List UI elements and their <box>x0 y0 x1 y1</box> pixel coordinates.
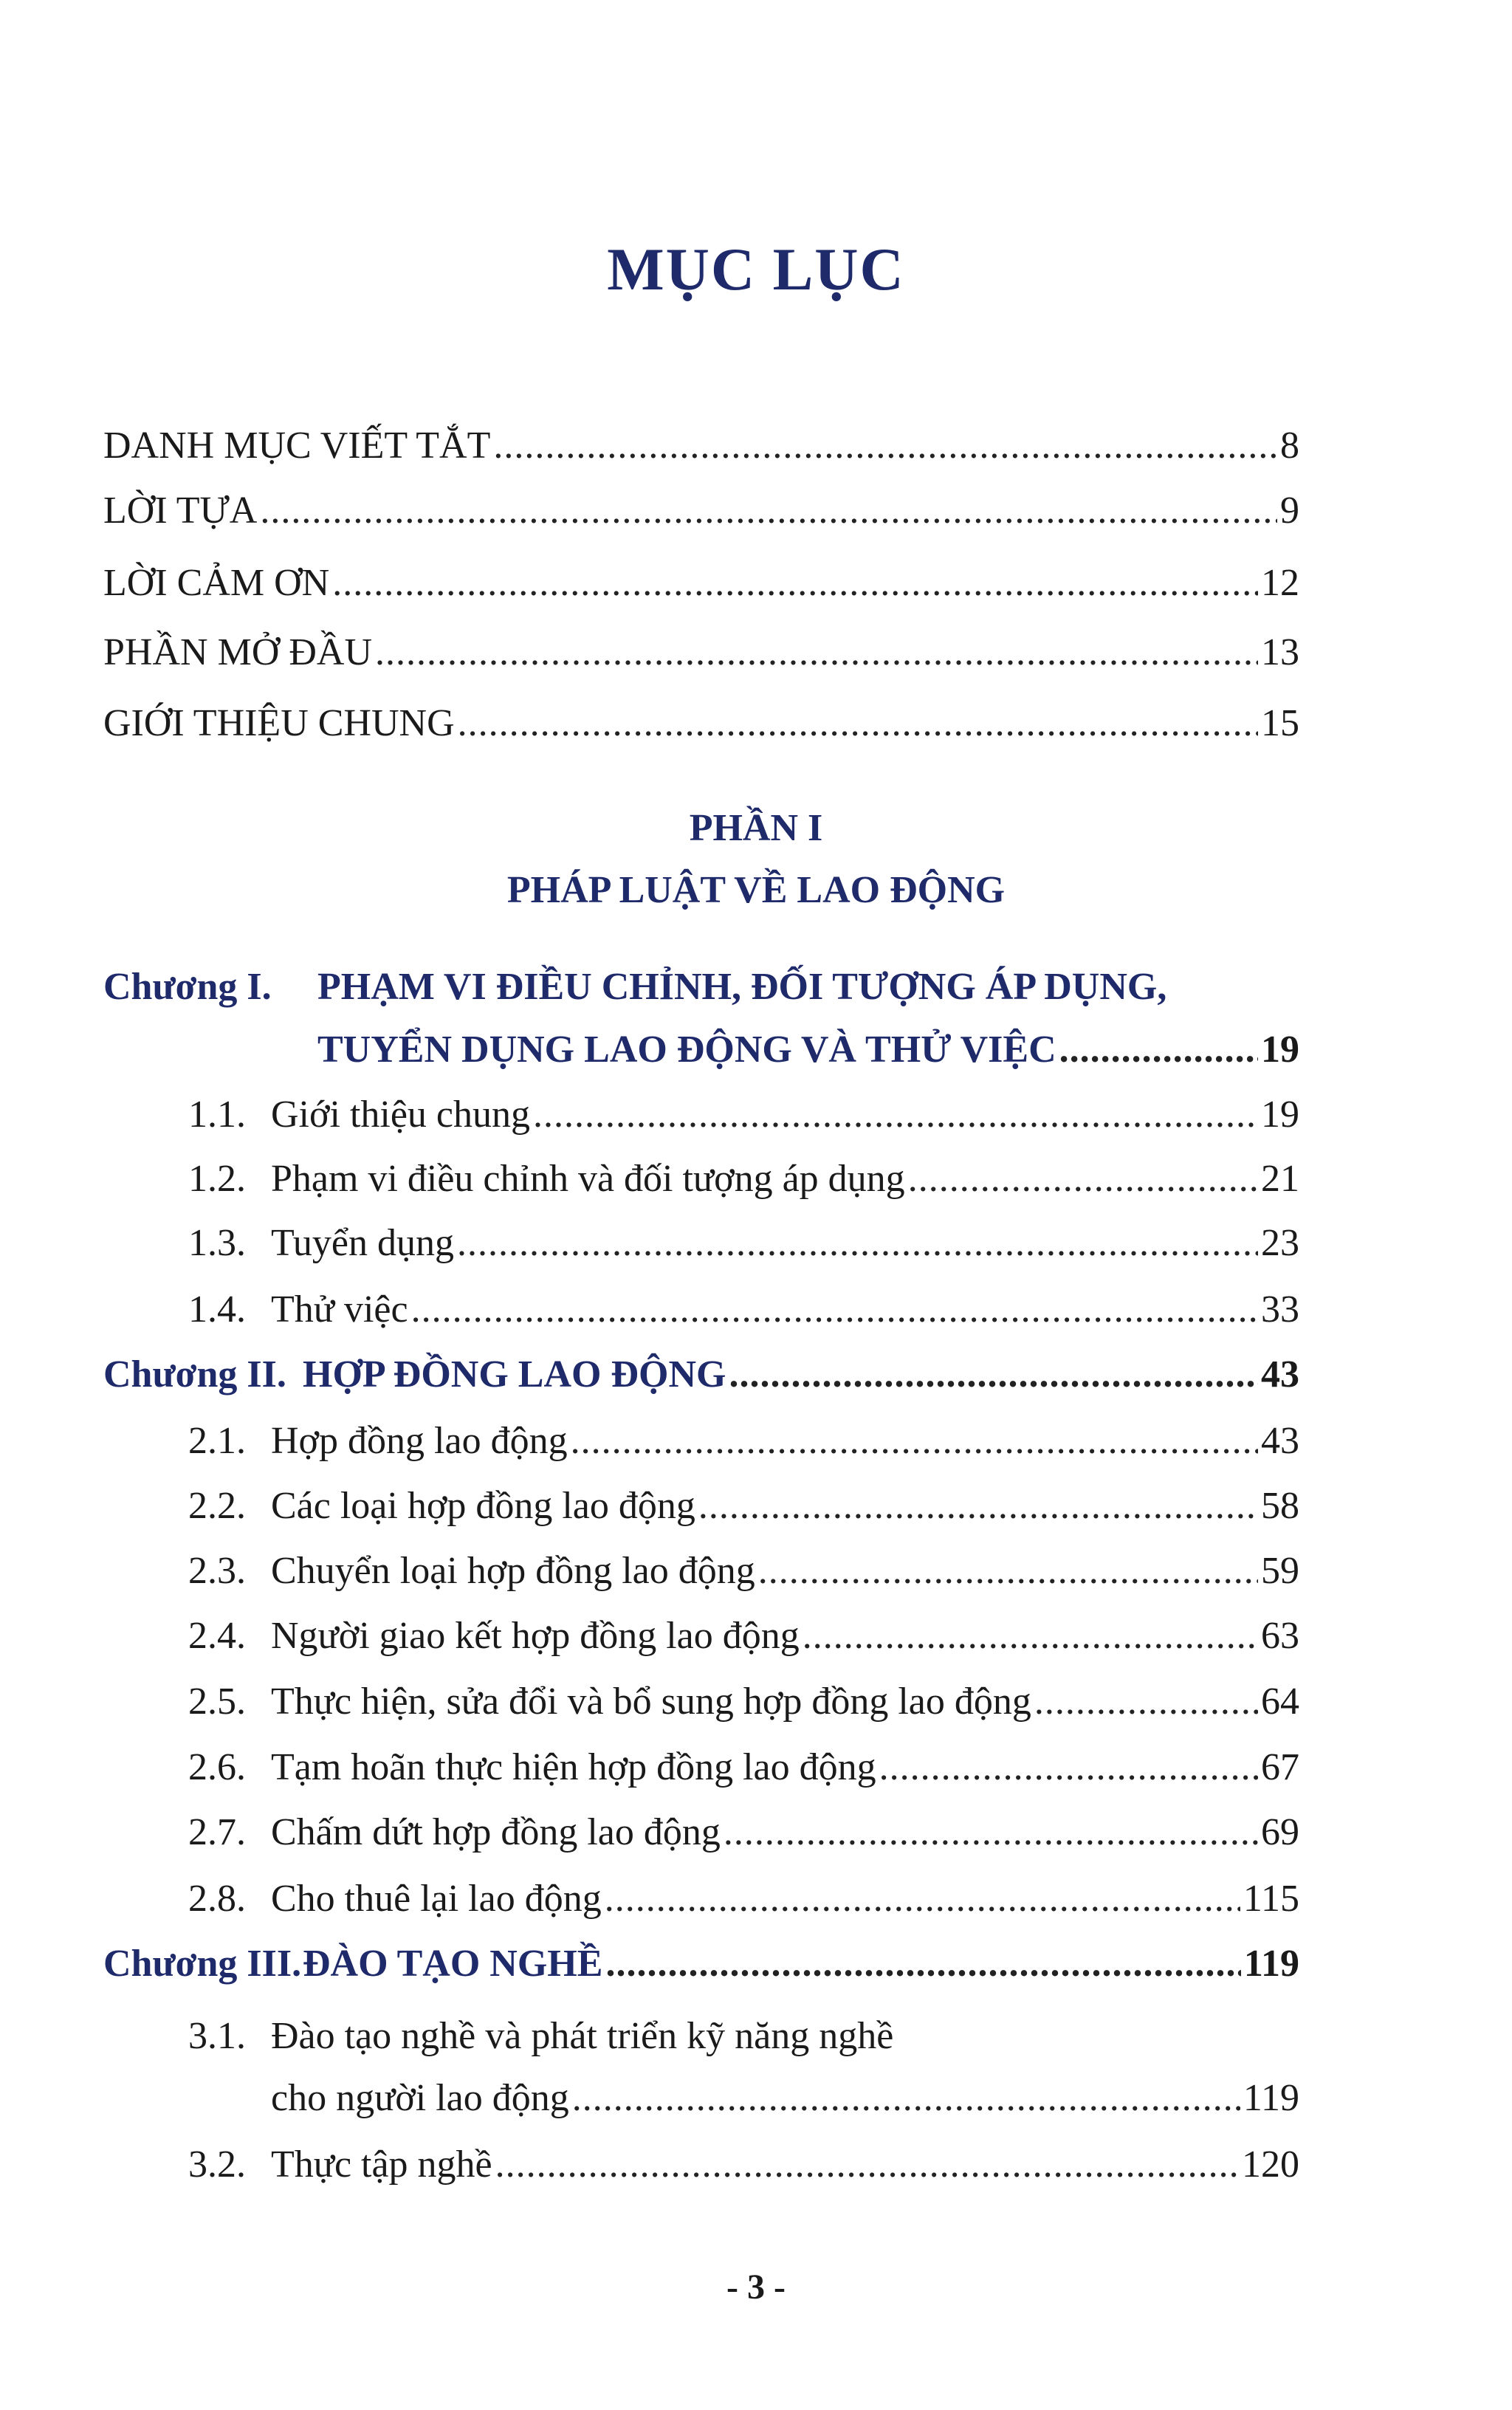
chapter-page: 119 <box>1243 1943 1299 1985</box>
section-page: 69 <box>1261 1811 1299 1853</box>
toc-section <box>188 1875 1299 1923</box>
section-label: Chuyển loại hợp đồng lao động <box>271 1550 755 1592</box>
part-name: PHÁP LUẬT VỀ LAO ĐỘNG <box>506 869 1006 911</box>
section-number: 2.1. <box>188 1420 246 1462</box>
chapter-entry <box>103 1351 1299 1398</box>
section-page: 59 <box>1261 1550 1299 1592</box>
section-number: 2.8. <box>188 1878 246 1920</box>
section-label: Giới thiệu chung <box>271 1094 530 1136</box>
toc-entry-page: 15 <box>1261 702 1299 744</box>
section-page: 63 <box>1261 1615 1299 1657</box>
toc-section <box>188 2141 1299 2188</box>
chapter-title-line: TUYỂN DỤNG LAO ĐỘNG VÀ THỬ VIỆC <box>317 1029 1056 1071</box>
toc-entry-label: LỜI CẢM ƠN <box>103 562 330 604</box>
toc-entry <box>103 422 1299 470</box>
section-number: 2.3. <box>188 1550 246 1592</box>
dot-leader <box>260 487 1277 535</box>
section-number: 3.1. <box>188 2015 246 2057</box>
chapter-entry <box>103 1940 1299 1988</box>
toc-entry-label: GIỚI THIỆU CHUNG <box>103 702 455 744</box>
toc-section <box>188 1220 1299 1267</box>
toc-section <box>188 1286 1299 1333</box>
section-label-continued: cho người lao động <box>271 2077 569 2119</box>
chapter-heading <box>103 964 1166 1011</box>
section-page: 115 <box>1243 1878 1299 1920</box>
dot-leader <box>332 560 1258 607</box>
dot-leader <box>879 1744 1258 1791</box>
dot-leader <box>458 700 1258 747</box>
toc-section <box>188 1483 1299 1530</box>
section-label: Thử việc <box>271 1288 408 1331</box>
toc-entry <box>103 700 1299 747</box>
dot-leader <box>698 1483 1258 1530</box>
page-title: MỤC LỤC <box>607 236 905 303</box>
toc-section <box>188 1548 1299 1595</box>
toc-section <box>188 1091 1299 1139</box>
section-number: 2.7. <box>188 1811 246 1853</box>
section-label: Hợp đồng lao động <box>271 1420 568 1462</box>
dot-leader <box>493 422 1277 470</box>
dot-leader <box>1059 1026 1258 1074</box>
dot-leader <box>605 1875 1240 1923</box>
toc-entry <box>103 487 1299 535</box>
toc-section-line1 <box>188 2013 893 2060</box>
part-number: PHẦN I <box>689 807 823 849</box>
section-number: 2.6. <box>188 1746 246 1788</box>
dot-leader <box>1034 1678 1258 1726</box>
section-number: 1.4. <box>188 1288 246 1331</box>
page-number: - 3 - <box>726 2267 786 2307</box>
toc-entry <box>103 560 1299 607</box>
chapter-entry <box>317 1026 1299 1074</box>
dot-leader <box>457 1220 1258 1267</box>
section-label: Phạm vi điều chỉnh và đối tượng áp dụng <box>271 1158 905 1200</box>
section-page: 120 <box>1242 2143 1299 2186</box>
dot-leader <box>605 1940 1240 1988</box>
section-label: Tuyển dụng <box>271 1222 455 1264</box>
chapter-title: ĐÀO TẠO NGHỀ <box>303 1943 603 1985</box>
toc-section <box>188 1418 1299 1465</box>
toc-entry-page: 9 <box>1280 490 1299 532</box>
dot-leader <box>572 2075 1240 2122</box>
section-number: 3.2. <box>188 2143 246 2186</box>
section-number: 2.4. <box>188 1615 246 1657</box>
section-label: Thực tập nghề <box>271 2143 492 2186</box>
section-page: 58 <box>1261 1485 1299 1527</box>
dot-leader <box>375 629 1258 676</box>
chapter-prefix: Chương III. <box>103 1943 302 1985</box>
toc-section <box>188 1156 1299 1203</box>
chapter-prefix: Chương II. <box>103 1353 286 1395</box>
dot-leader <box>908 1156 1258 1203</box>
chapter-prefix: Chương I. <box>103 966 272 1008</box>
dot-leader <box>724 1809 1258 1856</box>
section-number: 1.3. <box>188 1222 246 1264</box>
section-label: Cho thuê lại lao động <box>271 1878 602 1920</box>
section-number: 1.1. <box>188 1094 246 1136</box>
section-number: 2.5. <box>188 1681 246 1723</box>
chapter-page: 43 <box>1261 1353 1299 1395</box>
dot-leader <box>803 1613 1258 1660</box>
dot-leader <box>411 1286 1258 1333</box>
section-number: 2.2. <box>188 1485 246 1527</box>
section-page: 43 <box>1261 1420 1299 1462</box>
section-page: 21 <box>1261 1158 1299 1200</box>
section-label: Thực hiện, sửa đổi và bổ sung hợp đồng lao động <box>271 1681 1031 1723</box>
toc-entry-label: PHẦN MỞ ĐẦU <box>103 631 373 673</box>
toc-entry-label: DANH MỤC VIẾT TẮT <box>103 425 491 467</box>
toc-entry-page: 8 <box>1280 425 1299 467</box>
section-label: Đào tạo nghề và phát triển kỹ năng nghề <box>271 2015 894 2057</box>
section-page: 67 <box>1261 1746 1299 1788</box>
toc-entry <box>103 629 1299 676</box>
dot-leader <box>495 2141 1239 2188</box>
section-label: Chấm dứt hợp đồng lao động <box>271 1811 721 1853</box>
section-page: 19 <box>1261 1094 1299 1136</box>
section-label: Tạm hoãn thực hiện hợp đồng lao động <box>271 1746 876 1788</box>
toc-section <box>188 1678 1299 1726</box>
chapter-page: 19 <box>1261 1029 1299 1071</box>
section-number: 1.2. <box>188 1158 246 1200</box>
toc-section <box>271 2075 1299 2122</box>
dot-leader <box>758 1548 1258 1595</box>
toc-section <box>188 1613 1299 1660</box>
dot-leader <box>533 1091 1258 1139</box>
dot-leader <box>571 1418 1258 1465</box>
section-label: Các loại hợp đồng lao động <box>271 1485 695 1527</box>
chapter-title: HỢP ĐỒNG LAO ĐỘNG <box>303 1353 726 1395</box>
toc-section <box>188 1744 1299 1791</box>
toc-entry-page: 12 <box>1261 562 1299 604</box>
dot-leader <box>729 1351 1258 1398</box>
section-label: Người giao kết hợp đồng lao động <box>271 1615 800 1657</box>
section-page: 33 <box>1261 1288 1299 1331</box>
section-page: 64 <box>1261 1681 1299 1723</box>
section-page: 119 <box>1243 2077 1299 2119</box>
section-page: 23 <box>1261 1222 1299 1264</box>
chapter-title-line: PHẠM VI ĐIỀU CHỈNH, ĐỐI TƯỢNG ÁP DỤNG, <box>317 966 1167 1008</box>
toc-section <box>188 1809 1299 1856</box>
toc-entry-label: LỜI TỰA <box>103 490 258 532</box>
toc-entry-page: 13 <box>1261 631 1299 673</box>
